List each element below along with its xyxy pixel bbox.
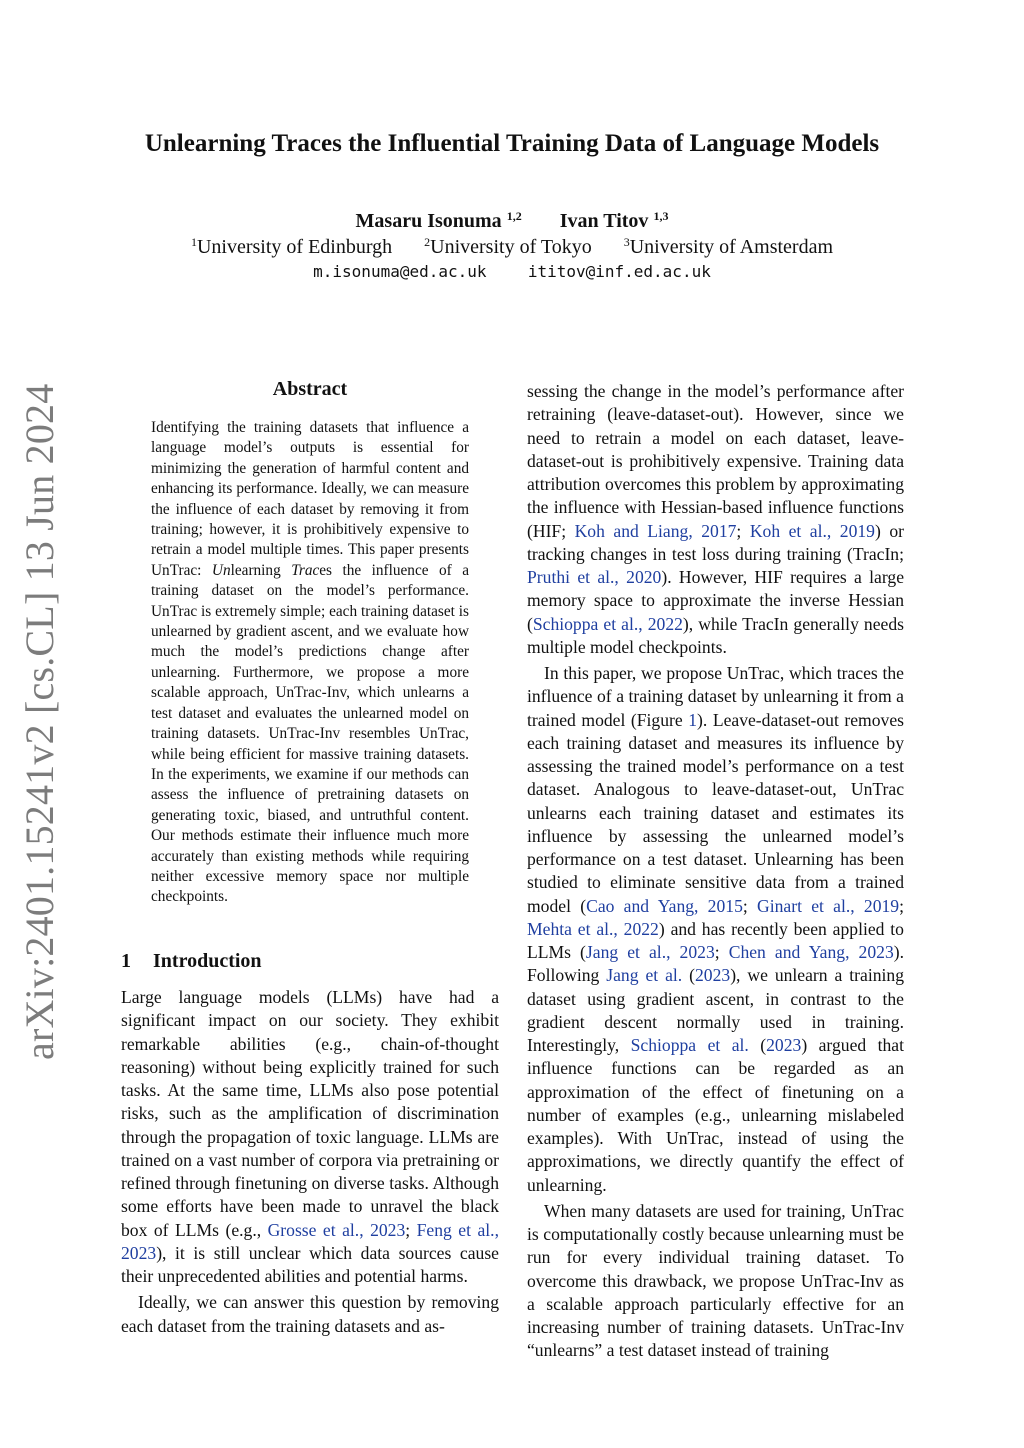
citation-link[interactable]: Koh et al., 2019 [749,520,875,541]
body-text: ) argued that influence functions can be regarded as an approximation of the effect of finetuning on a number of examples (e.g., unlearning mislabeled examples). With UnTrac, instead of using the approximations, we directly quantify the effect of unlearning. [527,1035,904,1195]
author-affiliation-mark: 1,3 [653,209,669,223]
citation-link[interactable]: Mehta et al., 2022 [527,918,659,939]
paragraph [527,662,904,1197]
body-text: sessing the change in the model’s performance after retraining (leave-dataset-out). However, since we need to retrain a model on each dataset, leave-dataset-out is prohibitively expensive. Training data attribution overcomes this problem by approximating the influence with Hessian-based influence functions (HIF; [527,381,904,541]
citation-link[interactable]: 2023 [695,965,731,986]
right-column-text [527,380,904,1363]
citation-link[interactable]: Jang et al., 2023 [585,942,715,962]
body-text: In this paper, we propose UnTrac, which traces the influence of a training dataset by unlearning it from a trained model (Figure [527,663,904,730]
citation-link[interactable]: Chen and Yang, 2023 [728,942,894,962]
body-text: ( [748,1035,767,1055]
body-text: ) or tracking changes in test loss during training (TracIn; [527,520,904,564]
affiliation-name: University of Edinburgh [196,236,393,258]
citation-link[interactable]: Grosse et al., 2023 [267,1219,406,1240]
affiliation-mark: 3 [623,235,630,249]
email-list [0,262,1024,281]
citation-link[interactable]: Schioppa et al., 2022 [532,613,683,634]
author-name: Ivan Titov [559,210,649,232]
abstract-emphasis: Trac [291,561,320,579]
paragraph: When many datasets are used for training, UnTrac is computationally costly because unlearning must be run for every individual training dataset. To overcome this drawback, we propose UnTrac-Inv as a scalable approach particularly effective for an increasing number of training datasets. UnTrac-Inv “unlearns” a test dataset instead of training [527,1200,904,1361]
body-text: ), while TracIn generally needs multiple model checkpoints. [527,613,904,657]
author-list [0,210,1024,233]
citation-link[interactable]: Pruthi et al., 2020 [527,567,662,587]
abstract-body [151,418,469,908]
author-email[interactable]: ititov@inf.ed.ac.uk [527,262,711,281]
left-column-text [121,986,499,1338]
affiliation-mark: 1 [190,235,197,249]
citation-link[interactable]: Ginart et al., 2019 [757,895,900,916]
section-title: Introduction [153,950,262,972]
affiliation-mark: 2 [424,235,431,249]
citation-link[interactable]: 2023 [766,1035,802,1055]
abstract-heading: Abstract [272,378,348,400]
body-text: ( [682,965,695,986]
author-email[interactable]: m.isonuma@ed.ac.uk [313,262,487,281]
section-number: 1 [121,950,131,972]
body-text: ) and has recently been applied to LLMs ( [527,918,904,962]
body-text: Large language models (LLMs) have had a significant impact on our society. They exhibit remarkable abilities (e.g., chain-of-thought reasoning) without being explicitly trained for such tasks. At the same time, LLMs also pose potential risks, such as the amplification of discrimination through the propagation of toxic language. LLMs are trained on a vast number of corpora via pretraining or refined through finetuning on diverse tasks. Although some efforts have been made to unravel the black box of LLMs (e.g., [121,987,499,1240]
affiliation-name: University of Amsterdam [629,236,834,258]
body-text: ; [714,942,729,962]
paper-title: Unlearning Traces the Influential Training Data of Language Models [144,130,880,157]
citation-link[interactable]: Feng et al., 2023 [121,1219,499,1263]
citation-link[interactable]: Schioppa et al. [630,1035,749,1055]
figure-reference-link[interactable]: 1 [688,709,698,730]
body-text: ). However, HIF requires a large memory space to approximate the inverse Hessian ( [527,567,905,634]
paragraph: Ideally, we can answer this question by removing each dataset from the training datasets and as- [121,1292,499,1336]
body-text: ; [405,1219,417,1240]
affiliation-list [0,236,1024,259]
body-text: ). Following [527,942,905,986]
affiliation-name: University of Tokyo [430,236,592,258]
abstract-text: es the influence of a training dataset on the model’s performance. UnTrac is extremely simple; each training dataset is unlearned by gradient ascent, and we evaluate how much the model’s predictions change after unlearning. Furthermore, we propose a more scalable approach, UnTrac-Inv, which unlearns a test dataset and evaluates the unlearned model on training datasets. UnTrac-Inv resembles UnTrac, while being efficient for massive training datasets. In the experiments, we examine if our methods can assess the influence of pretraining datasets on generating toxic, biased, and untruthful content. Our methods estimate their influence much more accurately than existing methods while requiring neither excessive memory space nor multiple checkpoints. [151,561,470,906]
citation-link[interactable]: Cao and Yang, 2015 [586,895,743,916]
arxiv-identifier: arXiv:2401.15241v2 [cs.CL] 13 Jun 2024 [17,383,62,1060]
section-heading-introduction [121,950,501,973]
body-text: ), it is still unclear which data sources cause their unprecedented abilities and potential harms. [121,1242,499,1286]
abstract-text: learning [230,561,292,579]
paragraph [527,380,904,659]
author-affiliation-mark: 1,2 [506,209,522,223]
citation-link[interactable]: Jang et al. [606,965,683,986]
body-text: ), we unlearn a training dataset using gradient ascent, in contrast to the gradient descent normally used in training. Interestingly, [527,965,904,1055]
citation-link[interactable]: Koh and Liang, 2017 [574,520,737,541]
paragraph [121,986,499,1288]
abstract-text: Identifying the training datasets that influence a language model’s outputs is essential for minimizing the generation of harmful content and enhancing its performance. Ideally, we can measure the influence of each dataset by removing it from training; however, it is prohibitively expensive to retrain a model multiple times. This paper presents UnTrac: [151,419,469,579]
abstract-emphasis: Un [211,561,231,579]
body-text: ; [742,895,758,916]
author-name: Masaru Isonuma [355,210,502,232]
body-text: ). Leave-dataset-out removes each training dataset and measures its influence by assessing the trained model’s performance on a test dataset. Analogous to leave-dataset-out, UnTrac unlearns each training dataset and estimates its influence by assessing the unlearned model’s performance on a test dataset. Unlearning has been studied to eliminate sensitive data from a trained model ( [527,709,904,916]
abstract-paragraph [151,418,469,908]
body-text: ; [899,895,904,916]
body-text: ; [736,520,750,541]
